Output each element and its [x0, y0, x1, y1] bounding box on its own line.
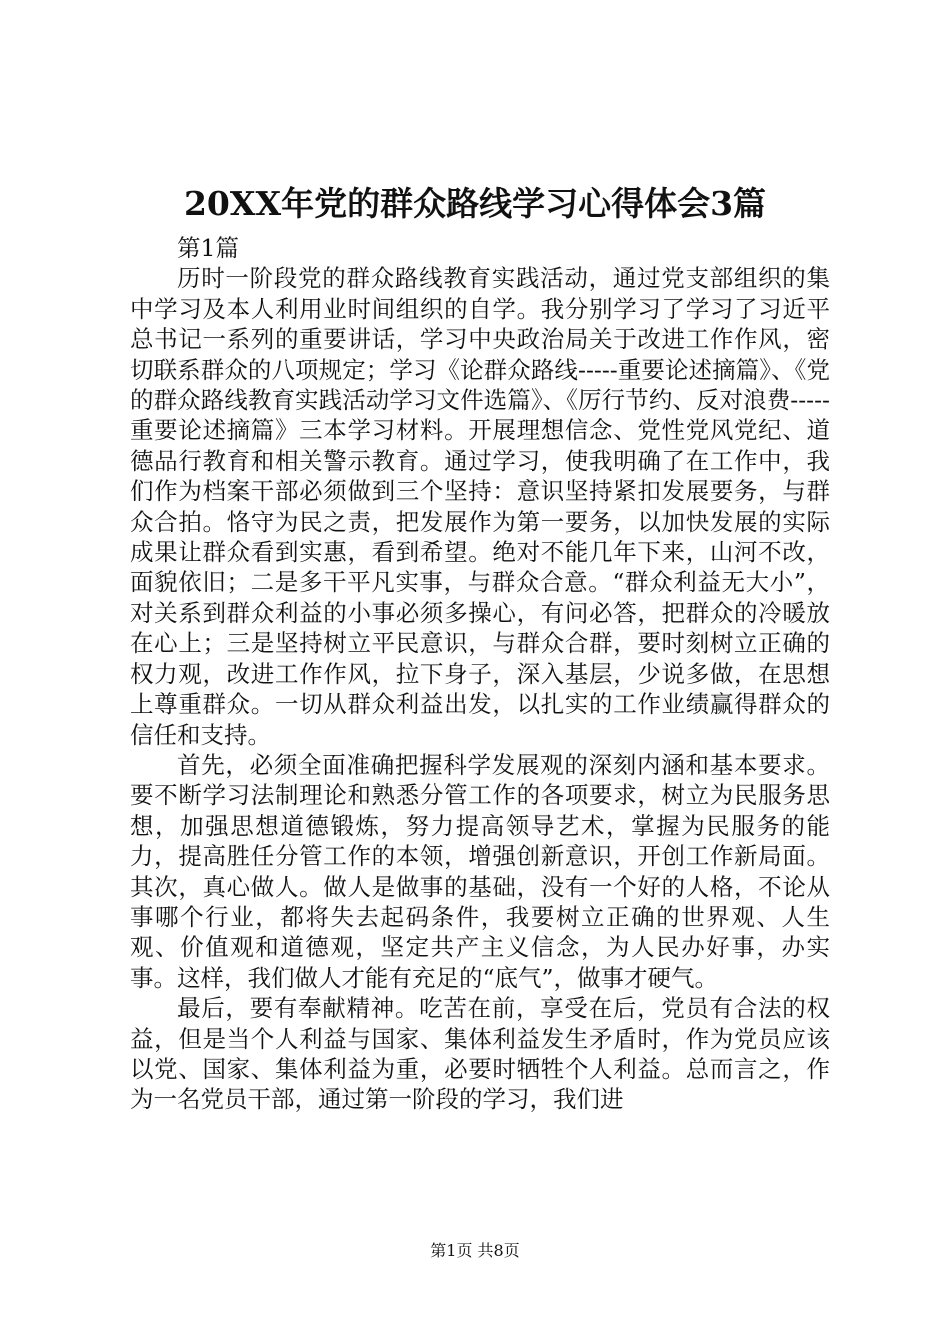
paragraph-3: 最后，要有奉献精神。吃苦在前，享受在后，党员有合法的权益，但是当个人利益与国家、集体利益发生矛盾时，作为党员应该以党、国家、集体利益为重，必要时牺牲个人利益。总而言之，作为一名党员干部，通过第一阶段的学习，我们进 — [130, 994, 830, 1114]
paragraph-1: 历时一阶段党的群众路线教育实践活动，通过党支部组织的集中学习及本人利用业时间组织的自学。我分别学习了学习了习近平总书记一系列的重要讲话，学习中央政治局关于改进工作作风，密切联系群众的八项规定；学习《论群众路线-----重要论述摘篇》、《党的群众路线教育实践活动学习文件选篇》、《厉行节约、反对浪费-----重要论述摘篇》三本学习材料。开展理想信念、党性党风党纪、道德品行教育和相关警示教育。通过学习，使我明确了在工作中，我们作为档案干部必须做到三个坚持：意识坚持紧扣发展要务，与群众合拍。恪守为民之责，把发展作为第一要务，以加快发展的实际成果让群众看到实惠，看到希望。绝对不能几年下来，山河不改，面貌依旧；二是多干平凡实事，与群众合意。“群众利益无大小”，对关系到群众利益的小事必须多操心，有问必答，把群众的冷暖放在心上；三是坚持树立平民意识，与群众合群，要时刻树立正确的权力观，改进工作作风，拉下身子，深入基层，少说多做，在思想上尊重群众。一切从群众利益出发，以扎实的工作业绩赢得群众的信任和支持。 — [130, 264, 830, 749]
page-footer: 第1页 共8页 — [430, 1241, 520, 1260]
paragraph-2: 首先，必须全面准确把握科学发展观的深刻内涵和基本要求。要不断学习法制理论和熟悉分管工作的各项要求，树立为民服务思想，加强思想道德锻炼，努力提高领导艺术，掌握为民服务的能力，提高胜任分管工作的本领，增强创新意识，开创工作新局面。其次，真心做人。做人是做事的基础，没有一个好的人格，不论从事哪个行业，都将失去起码条件，我要树立正确的世界观、人生观、价值观和道德观，坚定共产主义信念，为人民办好事，办实事。这样，我们做人才能有充足的“底气”，做事才硬气。 — [130, 750, 830, 992]
document-title: 20XX年党的群众路线学习心得体会3篇 — [183, 184, 767, 223]
document-body — [130, 233, 830, 1115]
section-label: 第1篇 — [177, 234, 239, 262]
